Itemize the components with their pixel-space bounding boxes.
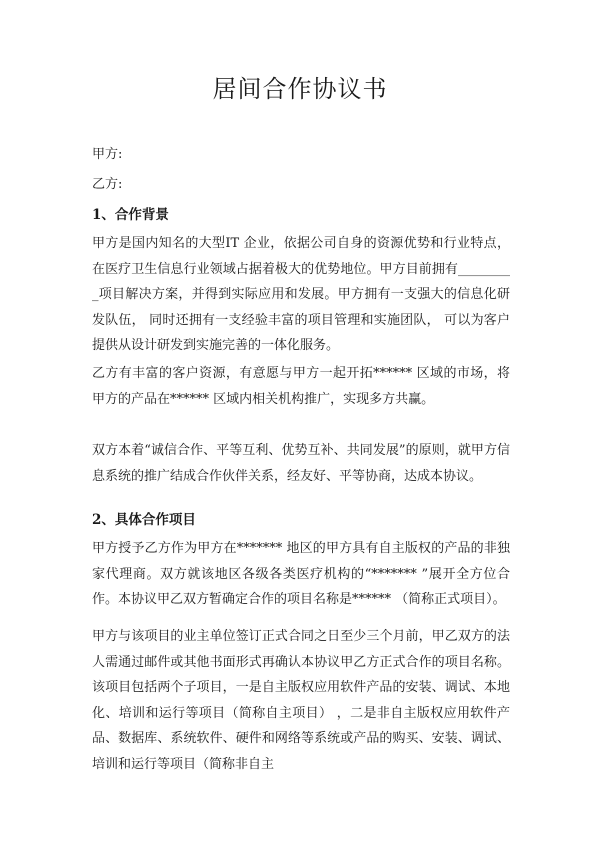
paragraph-background-intro: 甲方是国内知名的大型IT 企业，依据公司自身的资源优势和行业特点，在医疗卫生信息行业领域占据着极大的优势地位。甲方目前拥有_________项目解决方案，并得到实际应用和发展。甲方拥有一支强大的信息化研发队伍， 同时还拥有一支经验丰富的项目管理和实施团队， 可以为客户提供从设计研发到实施完善的一体化服务。	[92, 236, 510, 353]
document-title: 居间合作协议书	[212, 75, 388, 103]
section-heading-background: 1、合作背景	[92, 207, 169, 223]
party-a-label: 甲方:	[92, 147, 123, 162]
paragraph-background-principles: 双方本着“诚信合作、平等互利、优势互补、共同发展”的原则，就甲方信息系统的推广结成合作伙伴关系，经友好、平等协商，达成本协议。	[92, 443, 510, 484]
section-heading-project: 2、具体合作项目	[92, 512, 196, 528]
paragraph-project-authorization: 甲方授予乙方作为甲方在******* 地区的甲方具有自主版权的产品的非独家代理商。双方就该地区各级各类医疗机构的“******* ”展开全方位合作。本协议甲乙双方暂确定合作的项目名称是****** （简称正式项目）。	[92, 541, 510, 607]
party-b-label: 乙方:	[92, 177, 123, 192]
paragraph-project-confirmation: 甲方与该项目的业主单位签订正式合同之日至少三个月前，甲乙双方的法人需通过邮件或其他书面形式再确认本协议甲乙方正式合作的项目名称。该项目包括两个子项目，一是自主版权应用软件产品的安装、调试、本地化、培训和运行等项目（简称自主项目） ，二是非自主版权应用软件产品、数据库、系统软件、硬件和网络等系统或产品的购买、安装、调试、培训和运行等项目（简称非自主	[92, 629, 510, 772]
paragraph-background-party-b: 乙方有丰富的客户资源，有意愿与甲方一起开拓****** 区域的市场，将甲方的产品在****** 区域内相关机构推广，实现多方共赢。	[92, 366, 510, 407]
